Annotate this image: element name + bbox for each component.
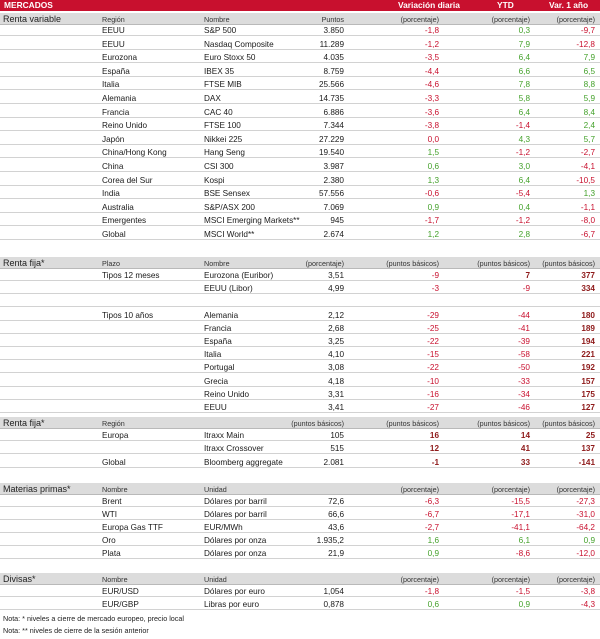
cell-col2: Hang Seng xyxy=(204,148,245,158)
col-header-ytd: (puntos básicos) xyxy=(477,259,530,268)
cell-year: -27,3 xyxy=(576,497,595,506)
col-header-name: Nombre xyxy=(204,259,230,268)
cell-value: 105 xyxy=(330,431,344,440)
cell-ytd: 14 xyxy=(520,431,530,440)
cell-ytd: 3,0 xyxy=(518,162,530,171)
cell-col1: China xyxy=(102,162,124,171)
table-row xyxy=(0,93,600,104)
cell-ytd: -17,1 xyxy=(511,510,530,519)
cell-daily: 1,2 xyxy=(427,230,439,239)
table-row xyxy=(0,175,600,186)
markets-header-bar xyxy=(0,0,600,11)
col-header-plazo: Plazo xyxy=(102,259,120,268)
cell-value: 21,9 xyxy=(328,549,344,558)
cell-year: 8,4 xyxy=(583,107,595,117)
cell-year: 221 xyxy=(581,350,595,360)
cell-value: 945 xyxy=(330,216,344,226)
table-row xyxy=(0,323,600,334)
cell-year: 5,9 xyxy=(583,94,595,103)
cell-ytd: -1,2 xyxy=(515,216,530,226)
cell-daily: -1,7 xyxy=(424,216,439,226)
cell-value: 515 xyxy=(330,444,344,454)
cell-col2: Kospi xyxy=(204,175,225,185)
cell-ytd: 0,9 xyxy=(518,600,530,609)
table-row xyxy=(0,66,600,77)
cell-col2: CSI 300 xyxy=(204,162,234,171)
cell-ytd: -5,4 xyxy=(515,189,530,199)
section-title: Divisas* xyxy=(3,574,36,584)
cell-ytd: -9 xyxy=(522,284,530,294)
section-title: Renta fija* xyxy=(3,258,45,268)
cell-value: 2.380 xyxy=(323,175,344,185)
cell-ytd: 33 xyxy=(520,457,530,467)
cell-ytd: -39 xyxy=(518,337,530,346)
col-daily-title: Variación diaria xyxy=(398,0,460,10)
cell-ytd: -44 xyxy=(518,310,530,320)
cell-daily: -1,8 xyxy=(424,26,439,35)
cell-col1: India xyxy=(102,189,120,199)
col-header-daily: (puntos básicos) xyxy=(386,259,439,268)
cell-col2: Dólares por euro xyxy=(204,587,265,596)
cell-value: 72,6 xyxy=(328,497,344,506)
cell-year: 157 xyxy=(581,376,595,386)
cell-year: 1,3 xyxy=(583,189,595,199)
table-row xyxy=(0,457,600,468)
cell-daily: 1,5 xyxy=(427,148,439,158)
cell-value: 43,6 xyxy=(328,523,344,532)
cell-col2: Nikkei 225 xyxy=(204,134,243,144)
cell-daily: -3,3 xyxy=(424,94,439,103)
cell-col2: CAC 40 xyxy=(204,107,233,117)
col-header-ytd: (puntos básicos) xyxy=(477,419,530,428)
cell-col1: Global xyxy=(102,230,126,239)
cell-value: 2,12 xyxy=(328,310,344,320)
cell-value: 2,68 xyxy=(328,323,344,333)
table-row xyxy=(0,296,600,307)
cell-ytd: 41 xyxy=(520,444,530,454)
cell-col2: MSCI World** xyxy=(204,230,255,239)
col-header-year: (porcentaje) xyxy=(556,485,595,494)
cell-year: -4,3 xyxy=(580,600,595,609)
cell-ytd: -41,1 xyxy=(511,523,530,532)
cell-col1: Reino Unido xyxy=(102,121,148,131)
cell-value: 3,51 xyxy=(328,271,344,280)
table-row xyxy=(0,25,600,36)
cell-ytd: -41 xyxy=(518,323,530,333)
cell-ytd: -1,4 xyxy=(515,121,530,131)
cell-year: 6,5 xyxy=(583,66,595,76)
table-row xyxy=(0,535,600,546)
col-header-pct: (porcentaje) xyxy=(305,259,344,268)
cell-year: -1,1 xyxy=(580,202,595,212)
table-row xyxy=(0,336,600,347)
cell-col2: Alemania xyxy=(204,310,239,320)
cell-ytd: 6,4 xyxy=(518,107,530,117)
cell-year: 8,8 xyxy=(583,80,595,90)
cell-year: -10,5 xyxy=(576,175,595,185)
cell-value: 2.674 xyxy=(323,230,344,239)
col-header-ytd: (porcentaje) xyxy=(491,485,530,494)
cell-year: 25 xyxy=(585,431,595,440)
cell-daily: -9 xyxy=(431,271,439,280)
cell-daily: -16 xyxy=(427,389,439,399)
cell-daily: 1,3 xyxy=(427,175,439,185)
cell-ytd: -50 xyxy=(518,363,530,373)
cell-value: 7.344 xyxy=(323,121,344,131)
cell-col2: España xyxy=(204,337,232,346)
table-row xyxy=(0,270,600,281)
cell-value: 19.540 xyxy=(318,148,344,158)
cell-daily: 0,9 xyxy=(427,202,439,212)
cell-daily: -6,7 xyxy=(424,510,439,519)
section-renta-variable-header xyxy=(0,13,600,25)
cell-year: -8,0 xyxy=(580,216,595,226)
cell-year: -3,8 xyxy=(580,587,595,596)
cell-col2: Italia xyxy=(204,350,222,360)
cell-col1: Europa Gas TTF xyxy=(102,523,163,532)
table-row xyxy=(0,52,600,63)
col-header-unit: Unidad xyxy=(204,485,227,494)
cell-ytd: 7,9 xyxy=(518,39,530,49)
cell-daily: -3,6 xyxy=(424,107,439,117)
cell-ytd: 7,8 xyxy=(518,80,530,90)
cell-ytd: -46 xyxy=(518,403,530,412)
cell-year: -9,7 xyxy=(580,26,595,35)
cell-year: 127 xyxy=(581,403,595,412)
cell-col1: Brent xyxy=(102,497,122,506)
col-header-ytd: (porcentaje) xyxy=(491,575,530,584)
col-header-year: (porcentaje) xyxy=(556,575,595,584)
cell-col2: Eurozona (Euribor) xyxy=(204,271,274,280)
table-row xyxy=(0,586,600,597)
cell-value: 3,08 xyxy=(328,363,344,373)
cell-daily: 16 xyxy=(429,431,439,440)
cell-col1: Emergentes xyxy=(102,216,147,226)
cell-col2: FTSE MIB xyxy=(204,80,242,90)
cell-daily: -1,8 xyxy=(424,587,439,596)
cell-col2: Nasdaq Composite xyxy=(204,39,274,49)
cell-col1: Eurozona xyxy=(102,53,138,63)
cell-col2: Itraxx Main xyxy=(204,431,245,440)
col-header-region: Región xyxy=(102,15,125,24)
cell-ytd: 0,4 xyxy=(518,202,530,212)
cell-daily: 0,0 xyxy=(427,134,439,144)
cell-col2: BSE Sensex xyxy=(204,189,250,199)
cell-col2: Dólares por barril xyxy=(204,510,267,519)
col-header-name: Nombre xyxy=(102,575,128,584)
cell-col1: Francia xyxy=(102,107,130,117)
table-row xyxy=(0,283,600,294)
cell-col2: S&P 500 xyxy=(204,26,237,35)
table-row xyxy=(0,215,600,226)
cell-year: -31,0 xyxy=(576,510,595,519)
cell-value: 3.987 xyxy=(323,162,344,171)
table-row xyxy=(0,496,600,507)
cell-year: 377 xyxy=(581,271,595,280)
cell-value: 11.289 xyxy=(319,39,344,49)
col-header-bps: (puntos básicos) xyxy=(291,419,344,428)
cell-col1: EUR/USD xyxy=(102,587,139,596)
cell-value: 4.035 xyxy=(323,53,344,63)
section-title: Materias primas* xyxy=(3,484,71,494)
table-row xyxy=(0,107,600,118)
cell-ytd: 6,6 xyxy=(518,66,530,76)
col-header-year: (porcentaje) xyxy=(556,15,595,24)
cell-col1: Australia xyxy=(102,202,134,212)
cell-ytd: -15,5 xyxy=(511,497,530,506)
cell-col1: Japón xyxy=(102,134,125,144)
col-header-daily: (porcentaje) xyxy=(400,485,439,494)
cell-col2: Itraxx Crossover xyxy=(204,444,264,454)
table-row xyxy=(0,134,600,145)
cell-col1: EUR/GBP xyxy=(102,600,139,609)
cell-ytd: 6,4 xyxy=(518,53,530,63)
cell-daily: -27 xyxy=(427,403,439,412)
table-row xyxy=(0,349,600,360)
table-row xyxy=(0,548,600,559)
cell-year: 2,4 xyxy=(583,121,595,131)
cell-col2: EEUU xyxy=(204,403,227,412)
cell-year: -12,8 xyxy=(576,39,595,49)
table-row xyxy=(0,389,600,400)
section-title: Renta variable xyxy=(3,14,62,24)
cell-daily: -25 xyxy=(427,323,439,333)
cell-value: 8.759 xyxy=(323,66,344,76)
col-header-daily: (porcentaje) xyxy=(400,575,439,584)
cell-col2: Dólares por onza xyxy=(204,536,267,545)
cell-daily: -2,7 xyxy=(424,523,439,532)
table-row xyxy=(0,509,600,520)
cell-year: 5,7 xyxy=(583,134,595,144)
cell-daily: -1 xyxy=(431,457,439,467)
cell-col2: EEUU (Libor) xyxy=(204,284,253,294)
cell-col2: Bloomberg aggregate xyxy=(204,457,283,467)
cell-daily: 12 xyxy=(429,444,439,454)
table-row xyxy=(0,430,600,441)
cell-daily: -0,6 xyxy=(424,189,439,199)
col-header-name: Nombre xyxy=(102,485,128,494)
cell-ytd: -34 xyxy=(518,389,530,399)
section-renta-fija-header xyxy=(0,257,600,269)
cell-col1: China/Hong Kong xyxy=(102,148,167,158)
table-row xyxy=(0,229,600,240)
col-year-title: Var. 1 año xyxy=(549,0,589,10)
table-row xyxy=(0,188,600,199)
cell-ytd: -8,6 xyxy=(515,549,530,558)
cell-year: 189 xyxy=(581,323,595,333)
cell-value: 27.229 xyxy=(318,134,344,144)
cell-value: 0,878 xyxy=(323,600,344,609)
cell-daily: 0,6 xyxy=(427,600,439,609)
cell-col2: Francia xyxy=(204,323,232,333)
cell-daily: -1,2 xyxy=(424,39,439,49)
cell-value: 3.850 xyxy=(323,26,344,35)
cell-col1: Tipos 12 meses xyxy=(102,271,160,280)
cell-daily: -10 xyxy=(427,376,439,386)
cell-value: 7.069 xyxy=(323,202,344,212)
table-row xyxy=(0,161,600,172)
table-row xyxy=(0,402,600,413)
cell-col2: S&P/ASX 200 xyxy=(204,202,255,212)
cell-daily: -15 xyxy=(427,350,439,360)
cell-col1: EEUU xyxy=(102,39,125,49)
cell-year: -2,7 xyxy=(580,148,595,158)
col-header-daily: (puntos básicos) xyxy=(386,419,439,428)
cell-col1: España xyxy=(102,66,130,76)
cell-value: 14.735 xyxy=(318,94,344,103)
cell-value: 3,31 xyxy=(328,389,344,399)
cell-year: 180 xyxy=(581,310,595,320)
cell-daily: -3 xyxy=(431,284,439,294)
col-header-year: (puntos básicos) xyxy=(542,419,595,428)
cell-ytd: -58 xyxy=(518,350,530,360)
table-row xyxy=(0,376,600,387)
cell-year: -6,7 xyxy=(580,230,595,239)
cell-ytd: 6,4 xyxy=(518,175,530,185)
cell-value: 57.556 xyxy=(318,189,344,199)
cell-value: 25.566 xyxy=(318,80,344,90)
table-row xyxy=(0,310,600,321)
cell-col2: MSCI Emerging Markets** xyxy=(204,216,300,226)
cell-col2: DAX xyxy=(204,94,221,103)
section-divisas-header xyxy=(0,573,600,585)
cell-col2: Dólares por barril xyxy=(204,497,267,506)
col-header-name: Nombre xyxy=(204,15,230,24)
cell-col2: EUR/MWh xyxy=(204,523,243,532)
col-header-ytd: (porcentaje) xyxy=(491,15,530,24)
cell-year: -4,1 xyxy=(580,162,595,171)
cell-year: 175 xyxy=(581,389,595,399)
cell-value: 1.935,2 xyxy=(316,536,344,545)
cell-col1: Europa xyxy=(102,431,129,440)
cell-ytd: 5,8 xyxy=(518,94,530,103)
cell-ytd: 6,1 xyxy=(518,536,530,545)
footnote-2: Nota: ** niveles de cierre de la sesión anterior xyxy=(3,626,149,635)
cell-ytd: 2,8 xyxy=(518,230,530,239)
cell-year: 192 xyxy=(581,363,595,373)
cell-year: 0,9 xyxy=(583,536,595,545)
cell-daily: -6,3 xyxy=(424,497,439,506)
cell-col1: Oro xyxy=(102,536,116,545)
cell-col1: EEUU xyxy=(102,26,125,35)
cell-value: 3,25 xyxy=(328,337,344,346)
col-header-year: (puntos básicos) xyxy=(542,259,595,268)
markets-title: MERCADOS xyxy=(4,0,53,10)
footnote-1: Nota: * niveles a cierre de mercado europeo, precio local xyxy=(3,614,184,623)
table-row xyxy=(0,120,600,131)
table-row xyxy=(0,362,600,373)
cell-year: 194 xyxy=(581,337,595,346)
cell-value: 4,18 xyxy=(328,376,344,386)
col-header-points: Puntos xyxy=(321,15,344,24)
cell-col1: Plata xyxy=(102,549,121,558)
col-ytd-title: YTD xyxy=(497,0,514,10)
cell-value: 2.081 xyxy=(323,457,344,467)
cell-ytd: -1,5 xyxy=(515,587,530,596)
cell-col2: IBEX 35 xyxy=(204,66,235,76)
col-header-daily: (porcentaje) xyxy=(400,15,439,24)
cell-value: 4,99 xyxy=(328,284,344,294)
cell-col1: WTI xyxy=(102,510,118,519)
cell-daily: -22 xyxy=(427,337,439,346)
cell-col2: Libras por euro xyxy=(204,600,260,609)
cell-year: -141 xyxy=(578,457,595,467)
cell-daily: 0,6 xyxy=(427,162,439,171)
cell-col2: Reino Unido xyxy=(204,389,250,399)
cell-col1: Corea del Sur xyxy=(102,175,153,185)
col-header-unit: Unidad xyxy=(204,575,227,584)
cell-year: 137 xyxy=(581,444,595,454)
table-row xyxy=(0,202,600,213)
cell-ytd: 4,3 xyxy=(518,134,530,144)
cell-year: -64,2 xyxy=(576,523,595,532)
cell-col1: Italia xyxy=(102,80,120,90)
table-row xyxy=(0,79,600,90)
cell-daily: -4,4 xyxy=(424,66,439,76)
table-row xyxy=(0,599,600,610)
table-row xyxy=(0,147,600,158)
table-row xyxy=(0,39,600,50)
cell-daily: -22 xyxy=(427,363,439,373)
cell-ytd: -33 xyxy=(518,376,530,386)
cell-col2: Grecia xyxy=(204,376,229,386)
cell-col2: Dólares por onza xyxy=(204,549,267,558)
cell-col2: FTSE 100 xyxy=(204,121,241,131)
cell-daily: -4,6 xyxy=(424,80,439,90)
cell-ytd: 0,3 xyxy=(518,26,530,35)
cell-col1: Global xyxy=(102,457,126,467)
cell-value: 6.886 xyxy=(323,107,344,117)
cell-daily: 1,6 xyxy=(427,536,439,545)
cell-col2: Portugal xyxy=(204,363,235,373)
section-renta-fija-credit-header xyxy=(0,417,600,429)
cell-year: -12,0 xyxy=(576,549,595,558)
cell-daily: -29 xyxy=(427,310,439,320)
cell-daily: 0,9 xyxy=(427,549,439,558)
cell-ytd: 7 xyxy=(525,271,530,280)
cell-year: 334 xyxy=(581,284,595,294)
cell-ytd: -1,2 xyxy=(515,148,530,158)
cell-col2: Euro Stoxx 50 xyxy=(204,53,256,63)
cell-daily: -3,8 xyxy=(424,121,439,131)
cell-value: 66,6 xyxy=(328,510,344,519)
cell-year: 7,9 xyxy=(583,53,595,63)
cell-value: 4,10 xyxy=(328,350,344,360)
cell-value: 1,054 xyxy=(323,587,344,596)
cell-col1: Tipos 10 años xyxy=(102,310,154,320)
section-materias-primas-header xyxy=(0,483,600,495)
cell-daily: -3,5 xyxy=(424,53,439,63)
cell-value: 3,41 xyxy=(328,403,344,412)
cell-col1: Alemania xyxy=(102,94,137,103)
table-row xyxy=(0,443,600,454)
section-title: Renta fija* xyxy=(3,418,45,428)
table-row xyxy=(0,522,600,533)
col-header-region: Región xyxy=(102,419,125,428)
